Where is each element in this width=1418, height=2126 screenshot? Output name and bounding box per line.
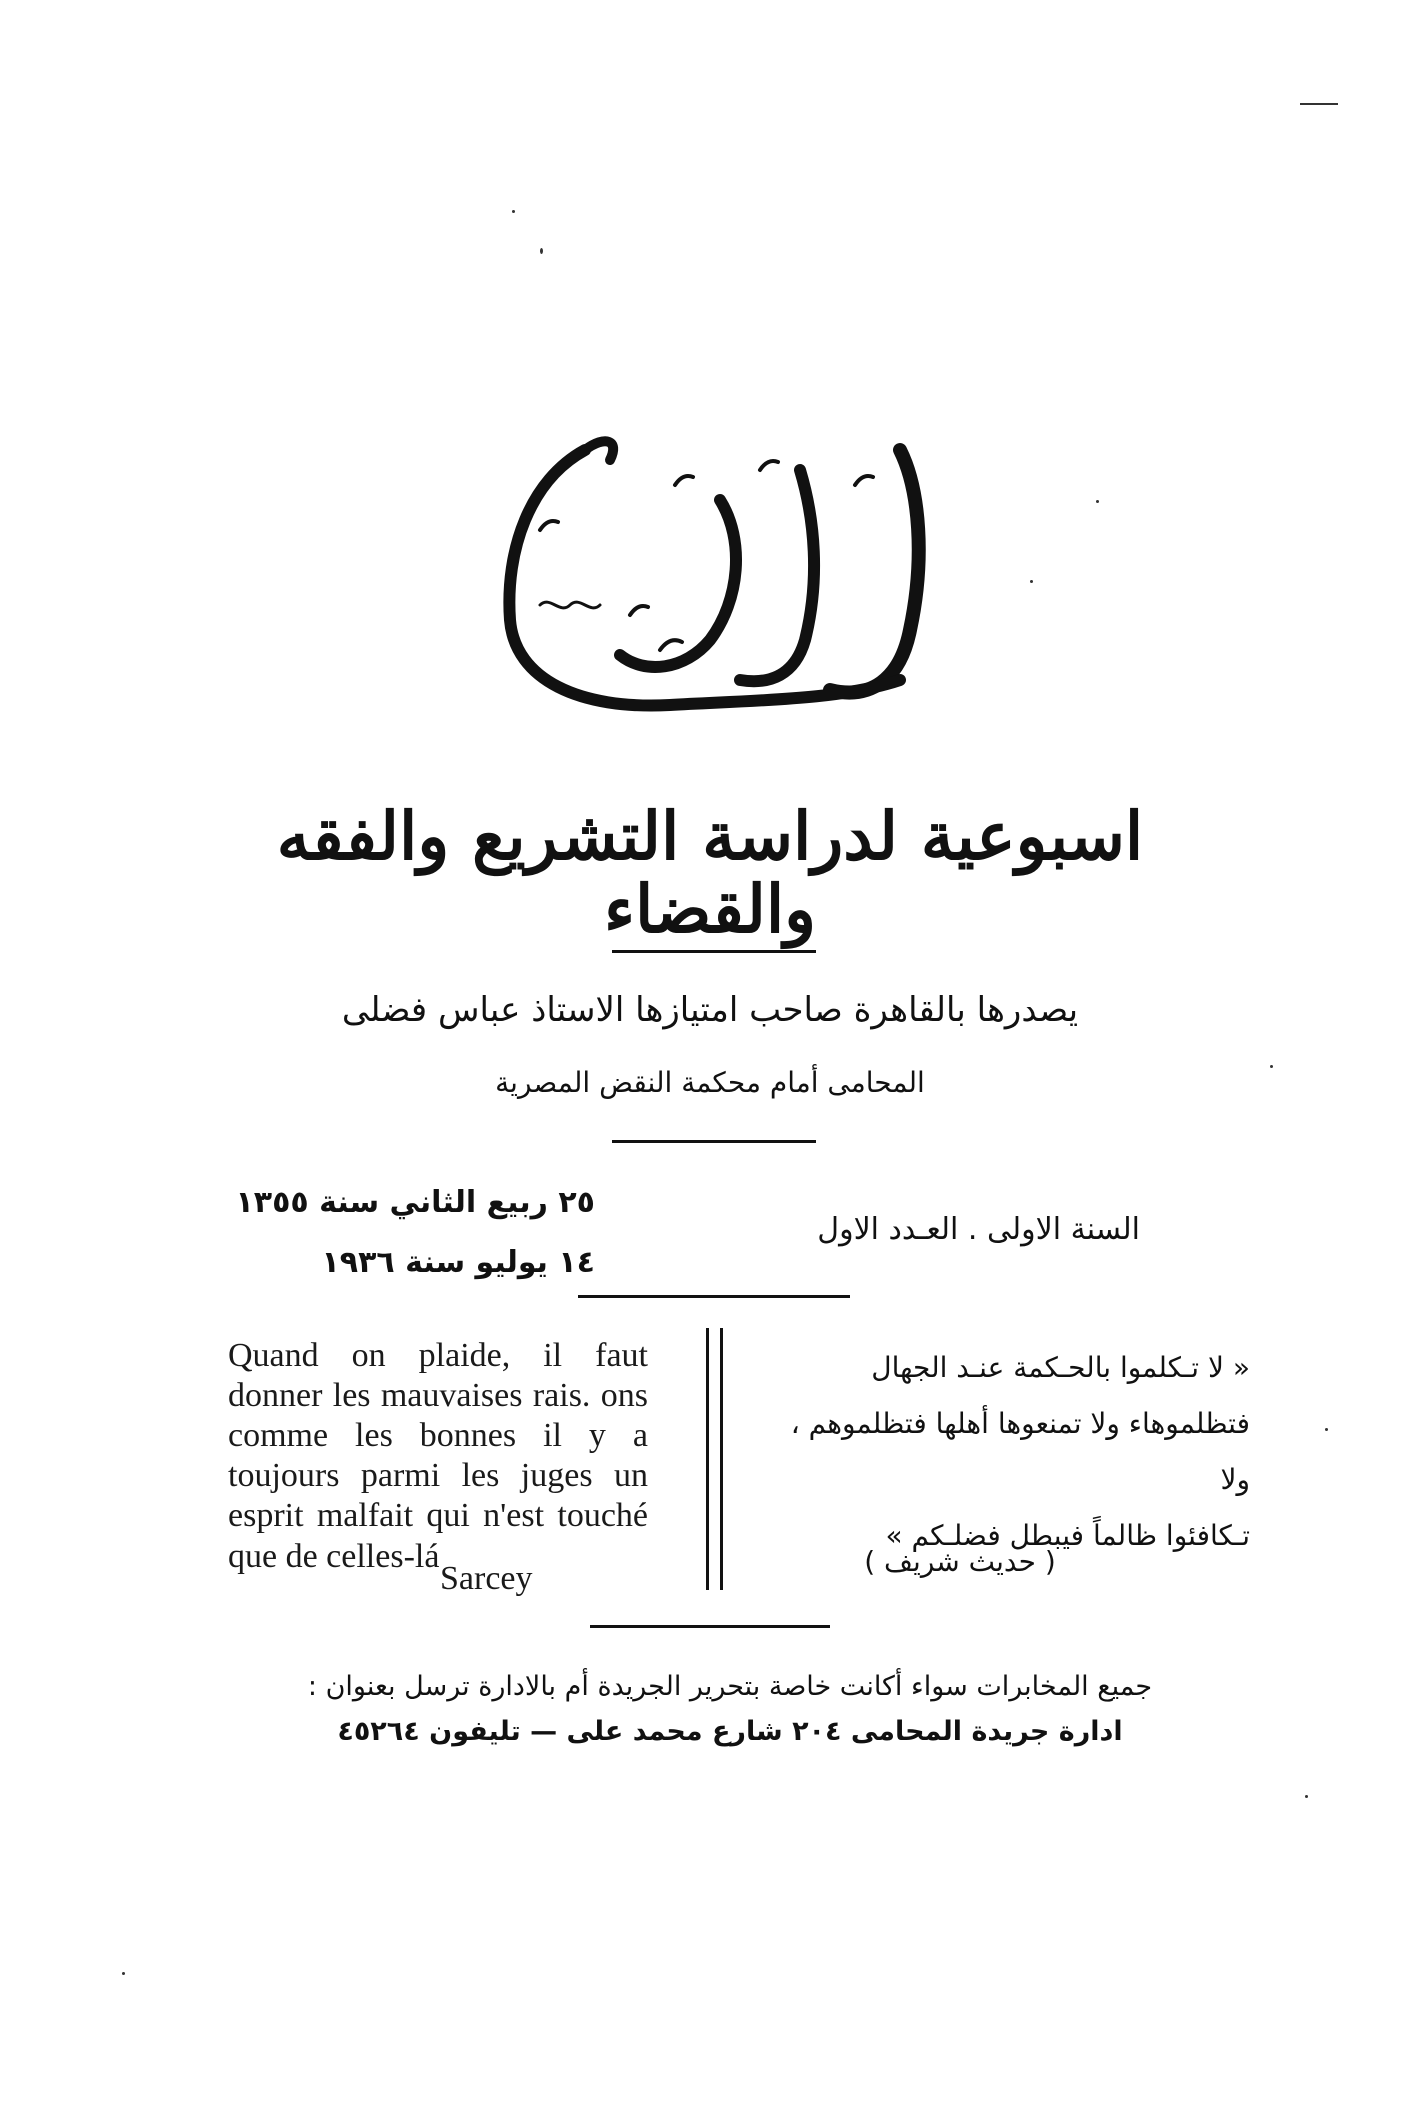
- masthead-logo: [470, 430, 970, 730]
- edge-mark: [1300, 103, 1338, 105]
- quote-author: Sarcey: [440, 1560, 533, 1597]
- divider-rule: [590, 1625, 830, 1628]
- hijri-date: ٢٥ ربيع الثاني سنة ١٣٥٥: [235, 1185, 595, 1220]
- hadith-line: تـكافئوا ظالماً فيبطل فضلـكم »: [885, 1519, 1250, 1552]
- hadith-source: ( حديث شريف ): [864, 1545, 1056, 1578]
- scan-speck: [1305, 1795, 1308, 1798]
- column-rule: [706, 1328, 709, 1590]
- masthead-subtitle: اسبوعية لدراسة التشريع والفقه والقضاء: [276, 797, 1144, 948]
- correspondence-address: [300, 1665, 1160, 1754]
- issue-number: السنة الاولى . العـدد الاول: [817, 1212, 1140, 1247]
- scan-speck: [512, 210, 515, 213]
- hadith-line: فتظلموهاء ولا تمنعوها أهلها فتظلموهم ، ولا: [790, 1407, 1250, 1496]
- publisher-line: يصدرها بالقاهرة صاحب امتيازها الاستاذ عباس فضلى: [341, 990, 1079, 1030]
- divider-rule: [612, 1140, 816, 1143]
- scan-speck: [1325, 1428, 1328, 1431]
- scan-speck: [540, 248, 543, 254]
- hadith-line: « لا تـكلموا بالحـكمة عنـد الجهال: [871, 1351, 1250, 1384]
- scan-speck: [1030, 580, 1033, 583]
- scan-speck: [1270, 1065, 1273, 1068]
- scan-speck: [1096, 500, 1099, 503]
- divider-rule: [612, 950, 816, 953]
- publisher-credential: المحامى أمام محكمة النقض المصرية: [495, 1066, 925, 1099]
- column-rule: [720, 1328, 723, 1590]
- scan-speck: [122, 1972, 125, 1975]
- divider-rule: [578, 1295, 850, 1298]
- address-line: جميع المخابرات سواء أكانت خاصة بتحرير الجريدة أم بالادارة ترسل بعنوان :: [307, 1671, 1153, 1702]
- french-quote: Quand on plaide, il faut donner les mauvaises rais. ons comme les bonnes il y a toujours parmi les juges un esprit malfait qui n'est touché que de celles-lá: [228, 1337, 648, 1575]
- hadith-quote: [780, 1340, 1250, 1564]
- gregorian-date: ١٤ يوليو سنة ١٩٣٦: [321, 1245, 595, 1280]
- address-line: ادارة جريدة المحامى ٢٠٤ شارع محمد على — تليفون ٤٥٢٦٤: [337, 1715, 1123, 1747]
